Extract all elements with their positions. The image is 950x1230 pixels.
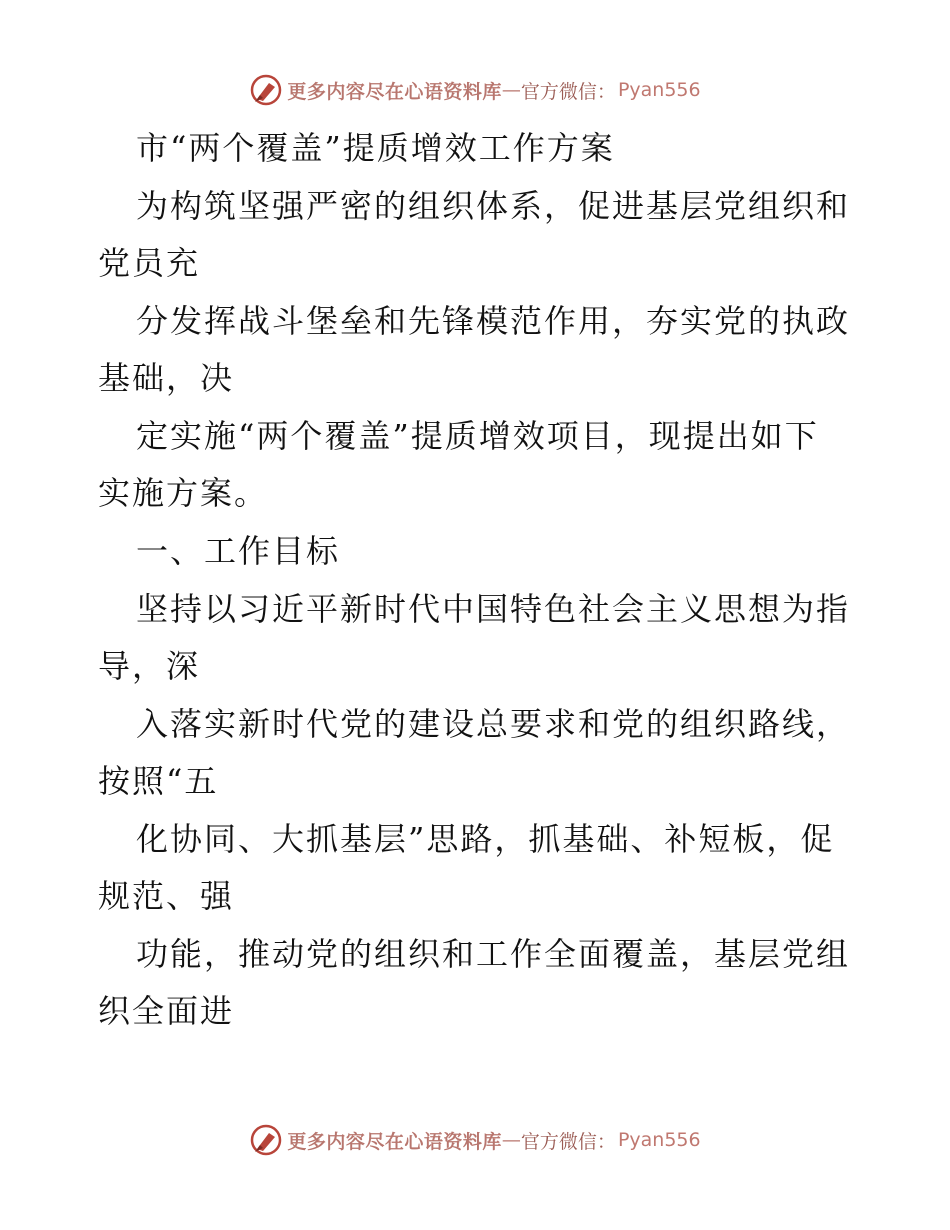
document-title: 市“两个覆盖”提质增效工作方案 bbox=[136, 129, 615, 167]
paragraph-line: 入落实新时代党的建设总要求和党的组织路线， bbox=[136, 705, 851, 743]
watermark-official-label: 官方微信： bbox=[520, 80, 616, 103]
paragraph-line: 导，深 bbox=[98, 647, 201, 685]
paragraph-line: 党员充 bbox=[98, 244, 201, 282]
paragraph-line: 基础，决 bbox=[98, 359, 235, 397]
watermark-site-text: 更多内容尽在心语资料库 bbox=[287, 80, 502, 103]
paragraph-line: 实施方案。 bbox=[98, 474, 269, 512]
paragraph-line: 定实施“两个覆盖”提质增效项目，现提出如下 bbox=[136, 417, 819, 455]
section-heading: 一、工作目标 bbox=[136, 532, 341, 570]
paragraph-line: 按照“五 bbox=[98, 762, 219, 800]
footer-watermark bbox=[0, 1120, 950, 1160]
paragraph-line: 规范、强 bbox=[98, 877, 235, 915]
paragraph-line: 织全面进 bbox=[98, 992, 235, 1030]
paragraph-line: 分发挥战斗堡垒和先锋模范作用，夯实党的执政 bbox=[136, 302, 851, 340]
pen-nib-logo-icon bbox=[249, 1123, 283, 1157]
header-watermark bbox=[0, 70, 950, 110]
watermark-official-label: 官方微信： bbox=[520, 1130, 616, 1153]
watermark-site-text: 更多内容尽在心语资料库 bbox=[287, 1130, 502, 1153]
watermark-wechat-id: Pyan556 bbox=[617, 1129, 701, 1151]
watermark-separator: — bbox=[501, 1129, 521, 1151]
watermark-wechat-id: Pyan556 bbox=[617, 79, 701, 101]
paragraph-line: 化协同、大抓基层”思路，抓基础、补短板，促 bbox=[136, 820, 835, 858]
pen-nib-logo-icon bbox=[249, 73, 283, 107]
paragraph-line: 功能，推动党的组织和工作全面覆盖，基层党组 bbox=[136, 935, 851, 973]
paragraph-line: 为构筑坚强严密的组织体系，促进基层党组织和 bbox=[136, 187, 851, 225]
watermark-separator: — bbox=[501, 79, 521, 101]
paragraph-line: 坚持以习近平新时代中国特色社会主义思想为指 bbox=[136, 590, 851, 628]
